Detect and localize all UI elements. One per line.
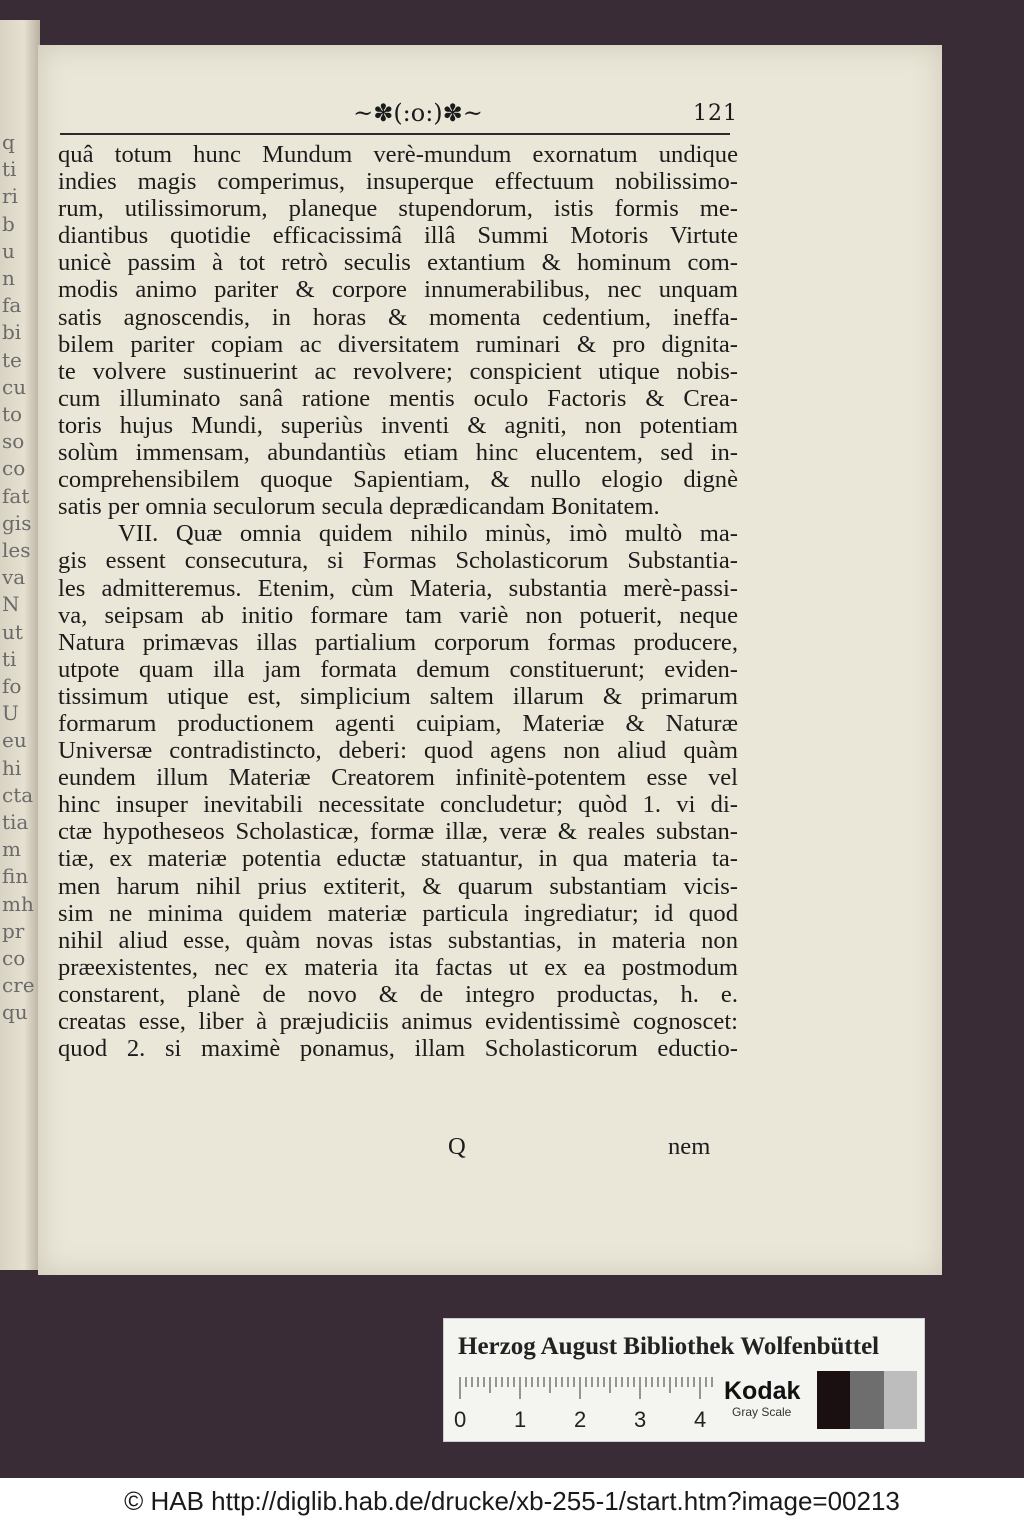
neighbor-fragment: co: [2, 946, 26, 970]
neighbor-fragment: to: [2, 402, 23, 426]
text-line: nihil aliud esse, quàm novas istas substantias, in materia non: [58, 926, 738, 954]
text-line: constarent, planè de novo & de integro productas, h. e.: [58, 980, 738, 1008]
neighbor-fragment: cta: [2, 782, 34, 807]
text-line: solùm immensam, abundantiùs etiam hinc elucentem, sed in-: [58, 439, 738, 467]
scale-ruler: [456, 1377, 716, 1435]
neighbor-fragment: bi: [2, 320, 22, 345]
text-line: va, seipsam ab initio formare tam variè non potuerit, neque: [58, 601, 738, 629]
copyright-credit: © HAB http://diglib.hab.de/drucke/xb-255-1/start.htm?image=00213: [0, 1478, 1024, 1525]
text-line: hinc insuper inevitabili necessitate concludetur; quòd 1. vi di-: [58, 791, 738, 819]
neighbor-fragment: va: [2, 565, 26, 590]
text-line: ctæ hypotheseos Scholasticæ, formæ illæ, veræ & reales substan-: [58, 818, 738, 846]
neighbor-fragment: hi: [2, 755, 22, 780]
text-line: rum, utilissimorum, planeque stupendorum, istis formis me-: [58, 195, 738, 223]
neighbor-fragment: co: [2, 456, 26, 481]
neighbor-fragment: u: [2, 238, 15, 263]
gray-scale-label: Gray Scale: [732, 1405, 792, 1419]
neighbor-fragment: ut: [2, 619, 23, 644]
library-label-card: [443, 1318, 925, 1442]
neighbor-fragment: ti: [2, 646, 17, 671]
neighbor-page-edge: [0, 20, 40, 1270]
neighbor-fragment: ti: [2, 157, 17, 182]
text-line: formarum productionem agenti cuipiam, Materiæ & Naturæ: [58, 709, 738, 737]
neighbor-fragment: mh: [2, 891, 34, 916]
text-line: satis per omnia seculorum secula deprædicandam Bonitatem.: [58, 493, 660, 521]
ruler-numbers: [456, 1407, 716, 1433]
gray-swatch: [850, 1371, 883, 1429]
neighbor-fragment: b: [2, 211, 15, 236]
neighbor-fragment: les: [2, 538, 31, 562]
body-text: [58, 141, 738, 1062]
neighbor-fragment: fo: [2, 674, 22, 698]
neighbor-fragment: fat: [2, 483, 30, 508]
text-line: quâ totum hunc Mundum verè-mundum exornatum undique: [58, 141, 738, 168]
ruler-number: 0: [454, 1407, 467, 1432]
ruler-number: 2: [574, 1407, 587, 1432]
gray-swatch: [817, 1371, 850, 1429]
text-line: tissimum utique est, simplicium saltem illarum & primarum: [58, 682, 738, 710]
catchword: nem: [668, 1133, 711, 1160]
text-line: unicè passim à tot retrò seculis extantium & hominum com-: [58, 249, 738, 277]
text-line: creatas esse, liber à præjudiciis animus evidentissimè cognoscet:: [58, 1008, 738, 1035]
neighbor-fragment: pr: [2, 918, 25, 943]
neighbor-fragment: te: [2, 347, 22, 372]
signature-mark: Q: [448, 1133, 466, 1160]
neighbor-fragment: N: [2, 592, 20, 617]
text-line: les admitteremus. Etenim, cùm Materia, substantia merè-passi-: [58, 574, 738, 602]
neighbor-fragment: gis: [2, 510, 32, 535]
text-line: cum illuminato sanâ ratione mentis oculo Factoris & Crea-: [58, 384, 738, 412]
neighbor-fragment: q: [2, 130, 15, 154]
gray-swatch: [884, 1371, 917, 1429]
neighbor-fragment: ri: [2, 184, 18, 209]
neighbor-fragment: cu: [2, 374, 27, 399]
gray-swatches: [817, 1371, 917, 1429]
text-line: gis essent consecutura, si Formas Scholasticorum Substantia-: [58, 547, 738, 575]
neighbor-fragment: U: [2, 701, 19, 726]
text-line: VII. Quæ omnia quidem nihilo minùs, imò multò ma-: [118, 520, 738, 548]
text-line: satis agnoscendis, in horas & momenta cedentium, ineffa-: [58, 303, 738, 331]
text-line: quod 2. si maximè ponamus, illam Scholasticorum eductio-: [58, 1035, 738, 1063]
header-ornament: ~✽(:o:)✽~: [353, 99, 483, 127]
text-line: modis animo pariter & corpore innumerabilibus, nec unquam: [58, 276, 738, 304]
text-line: utpote quam illa jam formata demum constituerunt; eviden-: [58, 655, 738, 683]
neighbor-fragment: eu: [2, 728, 27, 753]
header-rule: [60, 133, 730, 135]
ruler-number: 4: [694, 1407, 707, 1432]
text-line: te volvere sustinuerint ac revolvere; conspicient utique nobis-: [58, 357, 738, 385]
text-line: diantibus quotidie efficacissimâ illâ Summi Motoris Virtute: [58, 222, 738, 250]
neighbor-fragment: tia: [2, 810, 29, 834]
neighbor-fragment: cre: [2, 973, 35, 998]
neighbor-fragment: qu: [2, 1000, 28, 1025]
text-line: Universæ contradistincto, deberi: quod agens non aliud quàm: [58, 737, 738, 765]
ruler-number: 1: [514, 1407, 527, 1432]
text-line: tiæ, ex materiæ potentia eductæ statuantur, in qua materia ta-: [58, 845, 738, 873]
neighbor-fragment: fin: [2, 864, 29, 889]
text-line: men harum nihil prius extiterit, & quarum substantiam vicis-: [58, 872, 738, 900]
ruler-ticks: [456, 1377, 716, 1401]
text-line: bilem pariter copiam ac diversitatem ruminari & pro dignita-: [58, 330, 738, 358]
text-line: comprehensibilem quoque Sapientiam, & nullo elogio dignè: [58, 466, 738, 494]
text-line: Natura primævas illas partialium corporum formas producere,: [58, 628, 738, 656]
book-page: [38, 45, 942, 1275]
neighbor-fragment: fa: [2, 293, 22, 318]
library-title: Herzog August Bibliothek Wolfenbüttel: [458, 1333, 880, 1360]
text-line: præexistentes, nec ex materia ita factas ut ex ea postmodum: [58, 953, 738, 981]
neighbor-fragment: n: [2, 266, 15, 290]
text-line: sim ne minima quidem materiæ particula ingrediatur; id quod: [58, 899, 738, 927]
page-number: 121: [693, 101, 738, 126]
neighbor-fragment: m: [2, 837, 21, 862]
text-line: indies magis comperimus, insuperque effectuum nobilissimo-: [58, 168, 738, 196]
neighbor-fragment: so: [2, 429, 25, 454]
kodak-logo: Kodak: [724, 1377, 801, 1405]
text-line: toris hujus Mundi, superiùs inventi & agniti, non potentiam: [58, 411, 738, 439]
text-line: eundem illum Materiæ Creatorem infinitè-potentem esse vel: [58, 764, 738, 792]
ruler-number: 3: [634, 1407, 647, 1432]
